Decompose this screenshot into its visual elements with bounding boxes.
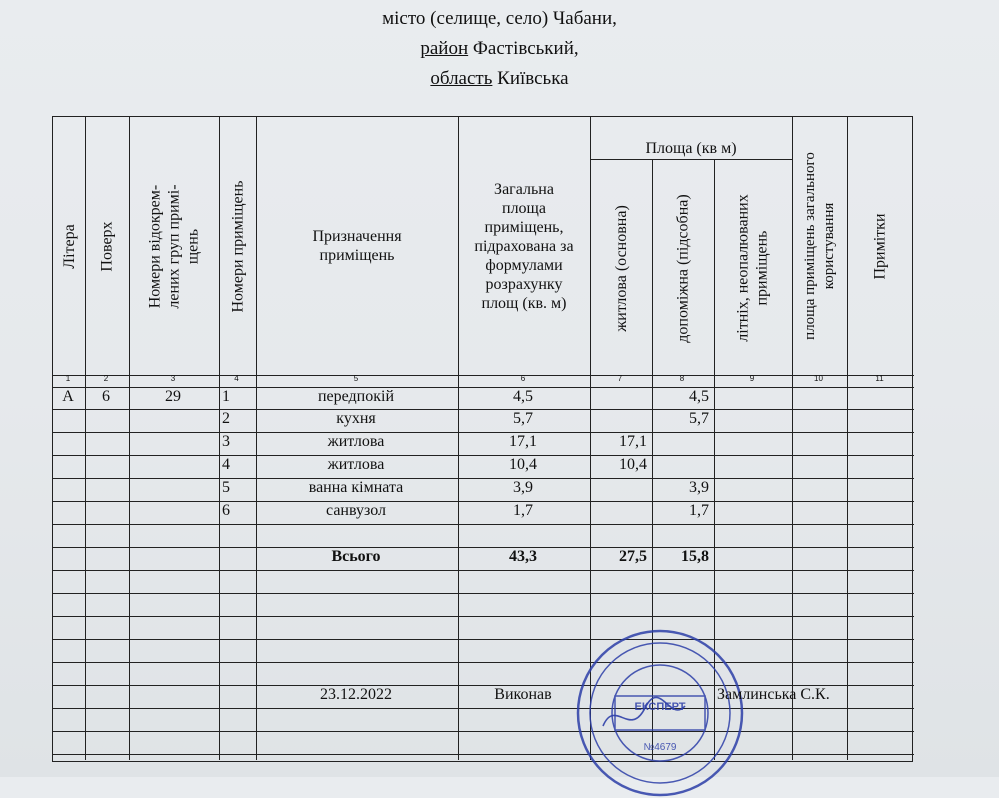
grid-line [53, 639, 914, 640]
cell-litera [52, 431, 84, 453]
cell-aux-area: 5,7 [689, 410, 709, 427]
grid-line [590, 159, 792, 160]
cell-group [128, 408, 218, 430]
cell-aux-area: 4,5 [689, 388, 709, 405]
executor-label: Виконав [494, 686, 552, 703]
cell-group [128, 431, 218, 453]
cell-living-area [589, 477, 651, 499]
cell-litera: А [62, 388, 74, 405]
column-number: 7 [617, 374, 623, 383]
col-header-aux: допоміжна (підсобна) [674, 193, 692, 343]
cell-group [128, 477, 218, 499]
column-number: 8 [679, 374, 685, 383]
col-header-groups: Номери відокрем- лених груп примі- щень [146, 183, 202, 309]
total-aux: 15,8 [681, 548, 709, 565]
col-header-total: Загальна площа приміщень, підрахована за формулами розрахунку площ (кв. м) [474, 180, 574, 312]
region-value: Київська [492, 68, 569, 89]
grid-line [53, 662, 914, 663]
cell-litera [52, 454, 84, 476]
grid-line [53, 616, 914, 617]
col-header-litera: Літера [60, 223, 78, 269]
column-number: 11 [875, 374, 884, 383]
cell-aux-area: 1,7 [689, 502, 709, 519]
col-header-notes: Примітки [871, 212, 889, 280]
official-stamp [575, 628, 745, 798]
cell-purpose: житлова [327, 433, 385, 450]
cell-floor [84, 477, 128, 499]
cell-total-area: 1,7 [513, 502, 533, 519]
cell-room-number: 4 [222, 456, 230, 473]
region-label: область [430, 68, 493, 89]
cell-purpose: житлова [327, 456, 385, 473]
col-header-floor: Поверх [98, 220, 116, 272]
district-value: Фастівський, [468, 38, 579, 59]
grid-line [792, 117, 793, 760]
column-number: 1 [65, 374, 71, 383]
cell-living-area: 17,1 [619, 433, 647, 450]
column-number: 9 [749, 374, 755, 383]
cell-living-area [589, 386, 651, 408]
cell-floor [84, 454, 128, 476]
cell-room-number: 2 [222, 410, 230, 427]
cell-litera [52, 500, 84, 522]
footer-date: 23.12.2022 [320, 686, 392, 703]
cell-total-area: 4,5 [513, 388, 533, 405]
stamp-title: ЕКСПЕРТ [634, 701, 686, 713]
location-region [0, 68, 999, 90]
cell-aux-area: 3,9 [689, 479, 709, 496]
col-header-living: житлова (основна) [612, 204, 630, 332]
cell-living-area [589, 500, 651, 522]
stamp-number: №4679 [643, 742, 677, 753]
cell-total-area: 5,7 [513, 410, 533, 427]
cell-total-area: 10,4 [509, 456, 537, 473]
cell-room-number: 1 [222, 388, 230, 405]
cell-room-number: 3 [222, 433, 230, 450]
total-area: 43,3 [509, 548, 537, 565]
column-number: 3 [170, 374, 176, 383]
grid-line [53, 754, 914, 755]
cell-floor [84, 431, 128, 453]
col-header-area-group: Площа (кв м) [645, 139, 737, 157]
cell-group [128, 454, 218, 476]
column-number: 4 [234, 374, 239, 383]
location-district [0, 38, 999, 60]
cell-room-number: 5 [222, 479, 230, 496]
location-city: місто (селище, село) Чабани, [382, 8, 617, 29]
cell-group: 29 [165, 388, 181, 405]
grid-line [53, 524, 914, 525]
col-header-common: площа приміщень загального користування [801, 152, 837, 340]
column-number: 6 [520, 374, 526, 383]
cell-aux-area [651, 454, 713, 476]
cell-purpose: кухня [336, 410, 376, 427]
cell-aux-area [651, 431, 713, 453]
cell-purpose: ванна кімната [308, 479, 404, 496]
executor-name: Замлинська С.К. [717, 686, 830, 703]
cell-floor [84, 500, 128, 522]
col-header-rooms: Номери приміщень [229, 179, 247, 313]
cell-total-area: 17,1 [509, 433, 537, 450]
grid-line [53, 570, 914, 571]
cell-living-area [589, 408, 651, 430]
grid-line [53, 708, 914, 709]
cell-purpose: передпокій [317, 388, 395, 405]
grid-line [53, 731, 914, 732]
district-label: район [420, 38, 469, 59]
cell-purpose: санвузол [326, 502, 386, 519]
cell-floor: 6 [102, 388, 110, 405]
col-header-purpose: Призначення приміщень [312, 228, 402, 264]
cell-litera [52, 477, 84, 499]
total-living: 27,5 [619, 548, 647, 565]
column-number: 10 [814, 374, 823, 383]
cell-group [128, 500, 218, 522]
cell-litera [52, 408, 84, 430]
grid-line [53, 593, 914, 594]
cell-living-area: 10,4 [619, 456, 647, 473]
cell-room-number: 6 [222, 502, 230, 519]
column-number: 5 [353, 374, 359, 383]
cell-floor [84, 408, 128, 430]
grid-line [847, 117, 848, 760]
col-header-summer: літніх, неопалюваних приміщень [735, 194, 771, 342]
column-number: 2 [103, 374, 109, 383]
cell-total-area: 3,9 [513, 479, 533, 496]
total-label: Всього [331, 548, 381, 565]
